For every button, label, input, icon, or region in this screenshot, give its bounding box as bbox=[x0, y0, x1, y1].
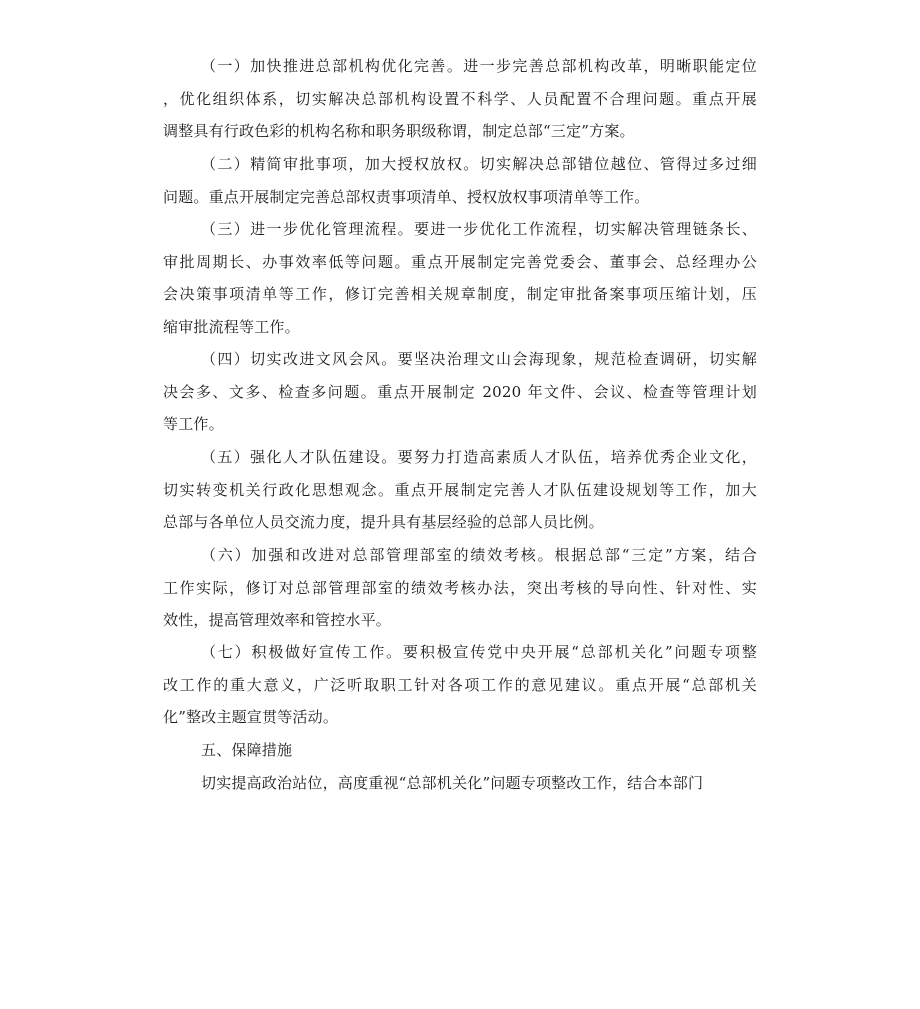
text-line: 切实提高政治站位，高度重视“总部机关化”问题专项整改工作，结合本部门 bbox=[201, 774, 704, 792]
text-line: 会决策事项清单等工作，修订完善相关规章制度，制定审批备案事项压缩计划，压 bbox=[163, 285, 757, 304]
text-line: 决会多、文多、检查多问题。重点开展制定 2020 年文件、会议、检查等管理计划 bbox=[163, 382, 757, 401]
section-heading bbox=[163, 734, 757, 767]
text-line: 缩审批流程等工作。 bbox=[163, 317, 300, 336]
paragraph-4 bbox=[163, 343, 757, 441]
text-line: （七）积极做好宣传工作。要积极宣传党中央开展“总部机关化”问题专项整 bbox=[201, 643, 757, 661]
text-line: （五）强化人才队伍建设。要努力打造高素质人才队伍，培养优秀企业文化， bbox=[201, 448, 757, 466]
text-line: （二）精简审批事项，加大授权放权。切实解决总部错位越位、管得过多过细 bbox=[201, 155, 757, 173]
text-line: 调整具有行政色彩的机构名称和职务职级称谓，制定总部“三定”方案。 bbox=[163, 122, 635, 141]
paragraph-8 bbox=[163, 767, 757, 800]
paragraph-7 bbox=[163, 636, 757, 734]
paragraph-5 bbox=[163, 441, 757, 539]
text-line: 等工作。 bbox=[163, 415, 224, 434]
text-line: 审批周期长、办事效率低等问题。重点开展制定完善党委会、董事会、总经理办公 bbox=[163, 252, 757, 271]
text-line: ，优化组织体系，切实解决总部机构设置不科学、人员配置不合理问题。重点开展 bbox=[163, 89, 757, 108]
text-line: （三）进一步优化管理流程。要进一步优化工作流程，切实解决管理链条长、 bbox=[201, 220, 757, 238]
paragraph-3 bbox=[163, 213, 757, 343]
text-line: 化”整改主题宣贯等活动。 bbox=[163, 708, 339, 727]
text-line: 改工作的重大意义，广泛听取职工针对各项工作的意见建议。重点开展“总部机关 bbox=[163, 675, 757, 694]
text-line: 总部与各单位人员交流力度，提升具有基层经验的总部人员比例。 bbox=[163, 513, 604, 532]
text-line: （四）切实改进文风会风。要坚决治理文山会海现象，规范检查调研，切实解 bbox=[201, 350, 757, 368]
text-line: （六）加强和改进对总部管理部室的绩效考核。根据总部“三定”方案，结合 bbox=[201, 546, 757, 564]
heading-line: 五、保障措施 bbox=[201, 741, 293, 759]
text-line: 问题。重点开展制定完善总部权责事项清单、授权放权事项清单等工作。 bbox=[163, 187, 650, 206]
text-line: 工作实际，修订对总部管理部室的绩效考核办法，突出考核的导向性、针对性、实 bbox=[163, 578, 757, 597]
text-line: 效性，提高管理效率和管控水平。 bbox=[163, 611, 392, 630]
text-line: 切实转变机关行政化思想观念。重点开展制定完善人才队伍建设规划等工作，加大 bbox=[163, 480, 757, 499]
paragraph-6 bbox=[163, 539, 757, 637]
text-line: （一）加快推进总部机构优化完善。进一步完善总部机构改革，明晰职能定位 bbox=[201, 57, 757, 75]
paragraph-1 bbox=[163, 50, 757, 148]
paragraph-2 bbox=[163, 148, 757, 213]
